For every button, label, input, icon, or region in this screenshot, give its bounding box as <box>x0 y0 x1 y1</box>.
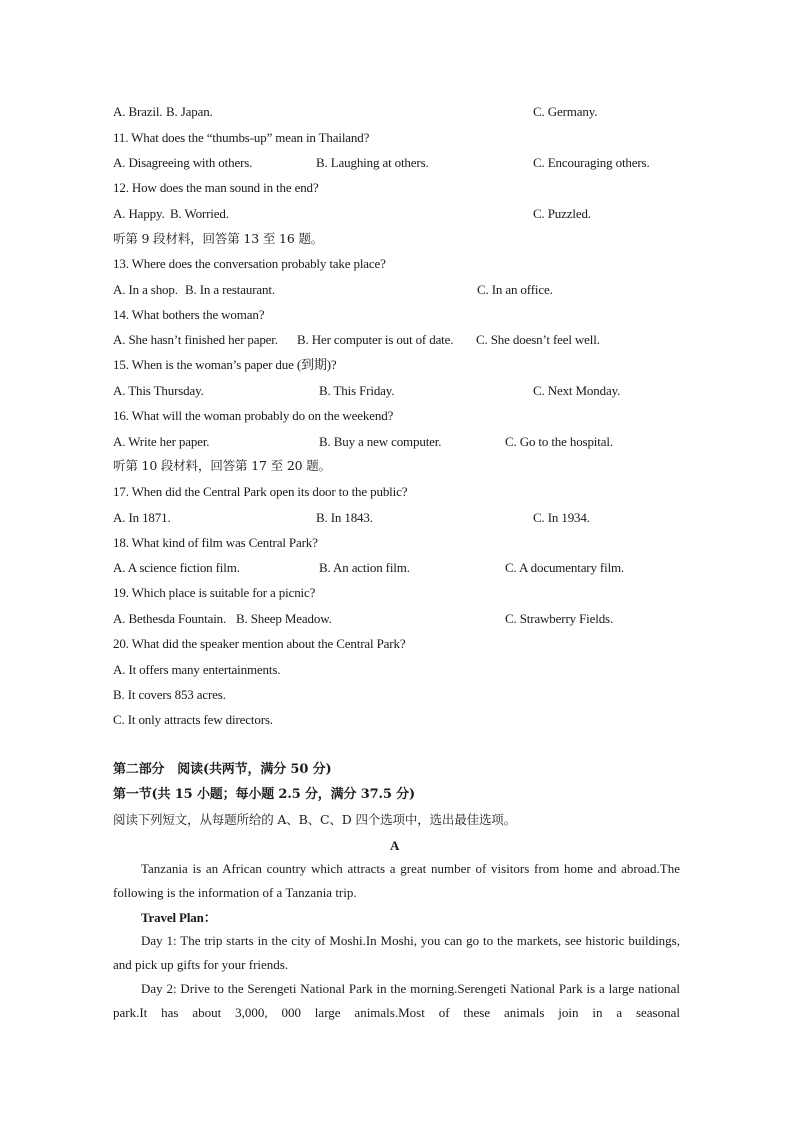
q17-question: 17. When did the Central Park open its door to the public? <box>113 484 408 499</box>
q15-question: 15. When is the woman’s paper due (到期)? <box>113 357 337 372</box>
q16-question: 16. What will the woman probably do on the weekend? <box>113 408 394 423</box>
day-2-text: Day 2: Drive to the Serengeti National Park in the morning.Serengeti National Park is a large national park.It has about 3,000, 000 large animals.Most of these animals join in a seasonal <box>113 981 680 1020</box>
q16-option-a: A. Write her paper. <box>113 434 210 449</box>
section-10-instruction: 听第 10 段材料，回答第 17 至 20 题。 <box>113 458 331 473</box>
reading-instruction: 阅读下列短文，从每题所给的 A、B、C、D 四个选项中，选出最佳选项。 <box>113 812 516 827</box>
q14-option-c: C. She doesn’t feel well. <box>476 332 600 347</box>
q15-option-a: A. This Thursday. <box>113 383 204 398</box>
q14-option-a: A. She hasn’t finished her paper. <box>113 332 278 347</box>
q13-question: 13. Where does the conversation probably take place? <box>113 256 386 271</box>
q18-option-c: C. A documentary film. <box>505 560 625 575</box>
q20-option-c: C. It only attracts few directors. <box>113 712 273 727</box>
q19-option-a: A. Bethesda Fountain. <box>113 611 227 626</box>
q18-question: 18. What kind of film was Central Park? <box>113 535 318 550</box>
q20-option-b: B. It covers 853 acres. <box>113 687 226 702</box>
part-two-title: 第二部分 阅读(共两节，满分 50 分) <box>113 762 332 777</box>
q14-question: 14. What bothers the woman? <box>113 307 265 322</box>
q19-option-c: C. Strawberry Fields. <box>505 611 614 626</box>
passage-intro <box>113 857 680 905</box>
q12-option-a: A. Happy. <box>113 206 165 221</box>
q17-option-a: A. In 1871. <box>113 510 171 525</box>
q19-option-b: B. Sheep Meadow. <box>236 611 332 626</box>
q18-option-a: A. A science fiction film. <box>113 560 240 575</box>
q10-option-c: C. Germany. <box>533 104 598 119</box>
q17-option-c: C. In 1934. <box>533 510 590 525</box>
q16-option-c: C. Go to the hospital. <box>505 434 613 449</box>
q12-question: 12. How does the man sound in the end? <box>113 180 319 195</box>
q11-option-b: B. Laughing at others. <box>316 155 429 170</box>
travel-plan-heading: Travel Plan： <box>141 910 217 925</box>
q20-question: 20. What did the speaker mention about the Central Park? <box>113 636 406 651</box>
day-2-paragraph <box>113 977 680 1025</box>
q10-option-a: A. Brazil. <box>113 104 163 119</box>
q15-option-b: B. This Friday. <box>319 383 395 398</box>
section-one-title: 第一节(共 15 小题；每小题 2.5 分，满分 37.5 分) <box>113 787 416 802</box>
q14-option-b: B. Her computer is out of date. <box>297 332 454 347</box>
day-1-paragraph <box>113 929 680 977</box>
q11-option-a: A. Disagreeing with others. <box>113 155 253 170</box>
passage-intro-text: Tanzania is an African country which attracts a great number of visitors from home and abroad.The following is the information of a Tanzania trip. <box>113 861 680 900</box>
section-9-instruction: 听第 9 段材料，回答第 13 至 16 题。 <box>113 231 324 246</box>
q19-question: 19. Which place is suitable for a picnic? <box>113 585 316 600</box>
q11-question: 11. What does the “thumbs-up” mean in Thailand? <box>113 130 370 145</box>
q13-option-c: C. In an office. <box>477 282 553 297</box>
q12-option-b: B. Worried. <box>170 206 229 221</box>
q12-option-c: C. Puzzled. <box>533 206 591 221</box>
q16-option-b: B. Buy a new computer. <box>319 434 442 449</box>
q20-option-a: A. It offers many entertainments. <box>113 662 281 677</box>
day-1-text: Day 1: The trip starts in the city of Moshi.In Moshi, you can go to the markets, see historic buildings, and pick up gifts for your friends. <box>113 933 680 972</box>
q13-option-a: A. In a shop. <box>113 282 178 297</box>
q15-option-c: C. Next Monday. <box>533 383 621 398</box>
q17-option-b: B. In 1843. <box>316 510 373 525</box>
q10-option-b: B. Japan. <box>166 104 213 119</box>
q13-option-b: B. In a restaurant. <box>185 282 275 297</box>
q11-option-c: C. Encouraging others. <box>533 155 650 170</box>
q18-option-b: B. An action film. <box>319 560 410 575</box>
passage-label: A <box>390 838 400 853</box>
